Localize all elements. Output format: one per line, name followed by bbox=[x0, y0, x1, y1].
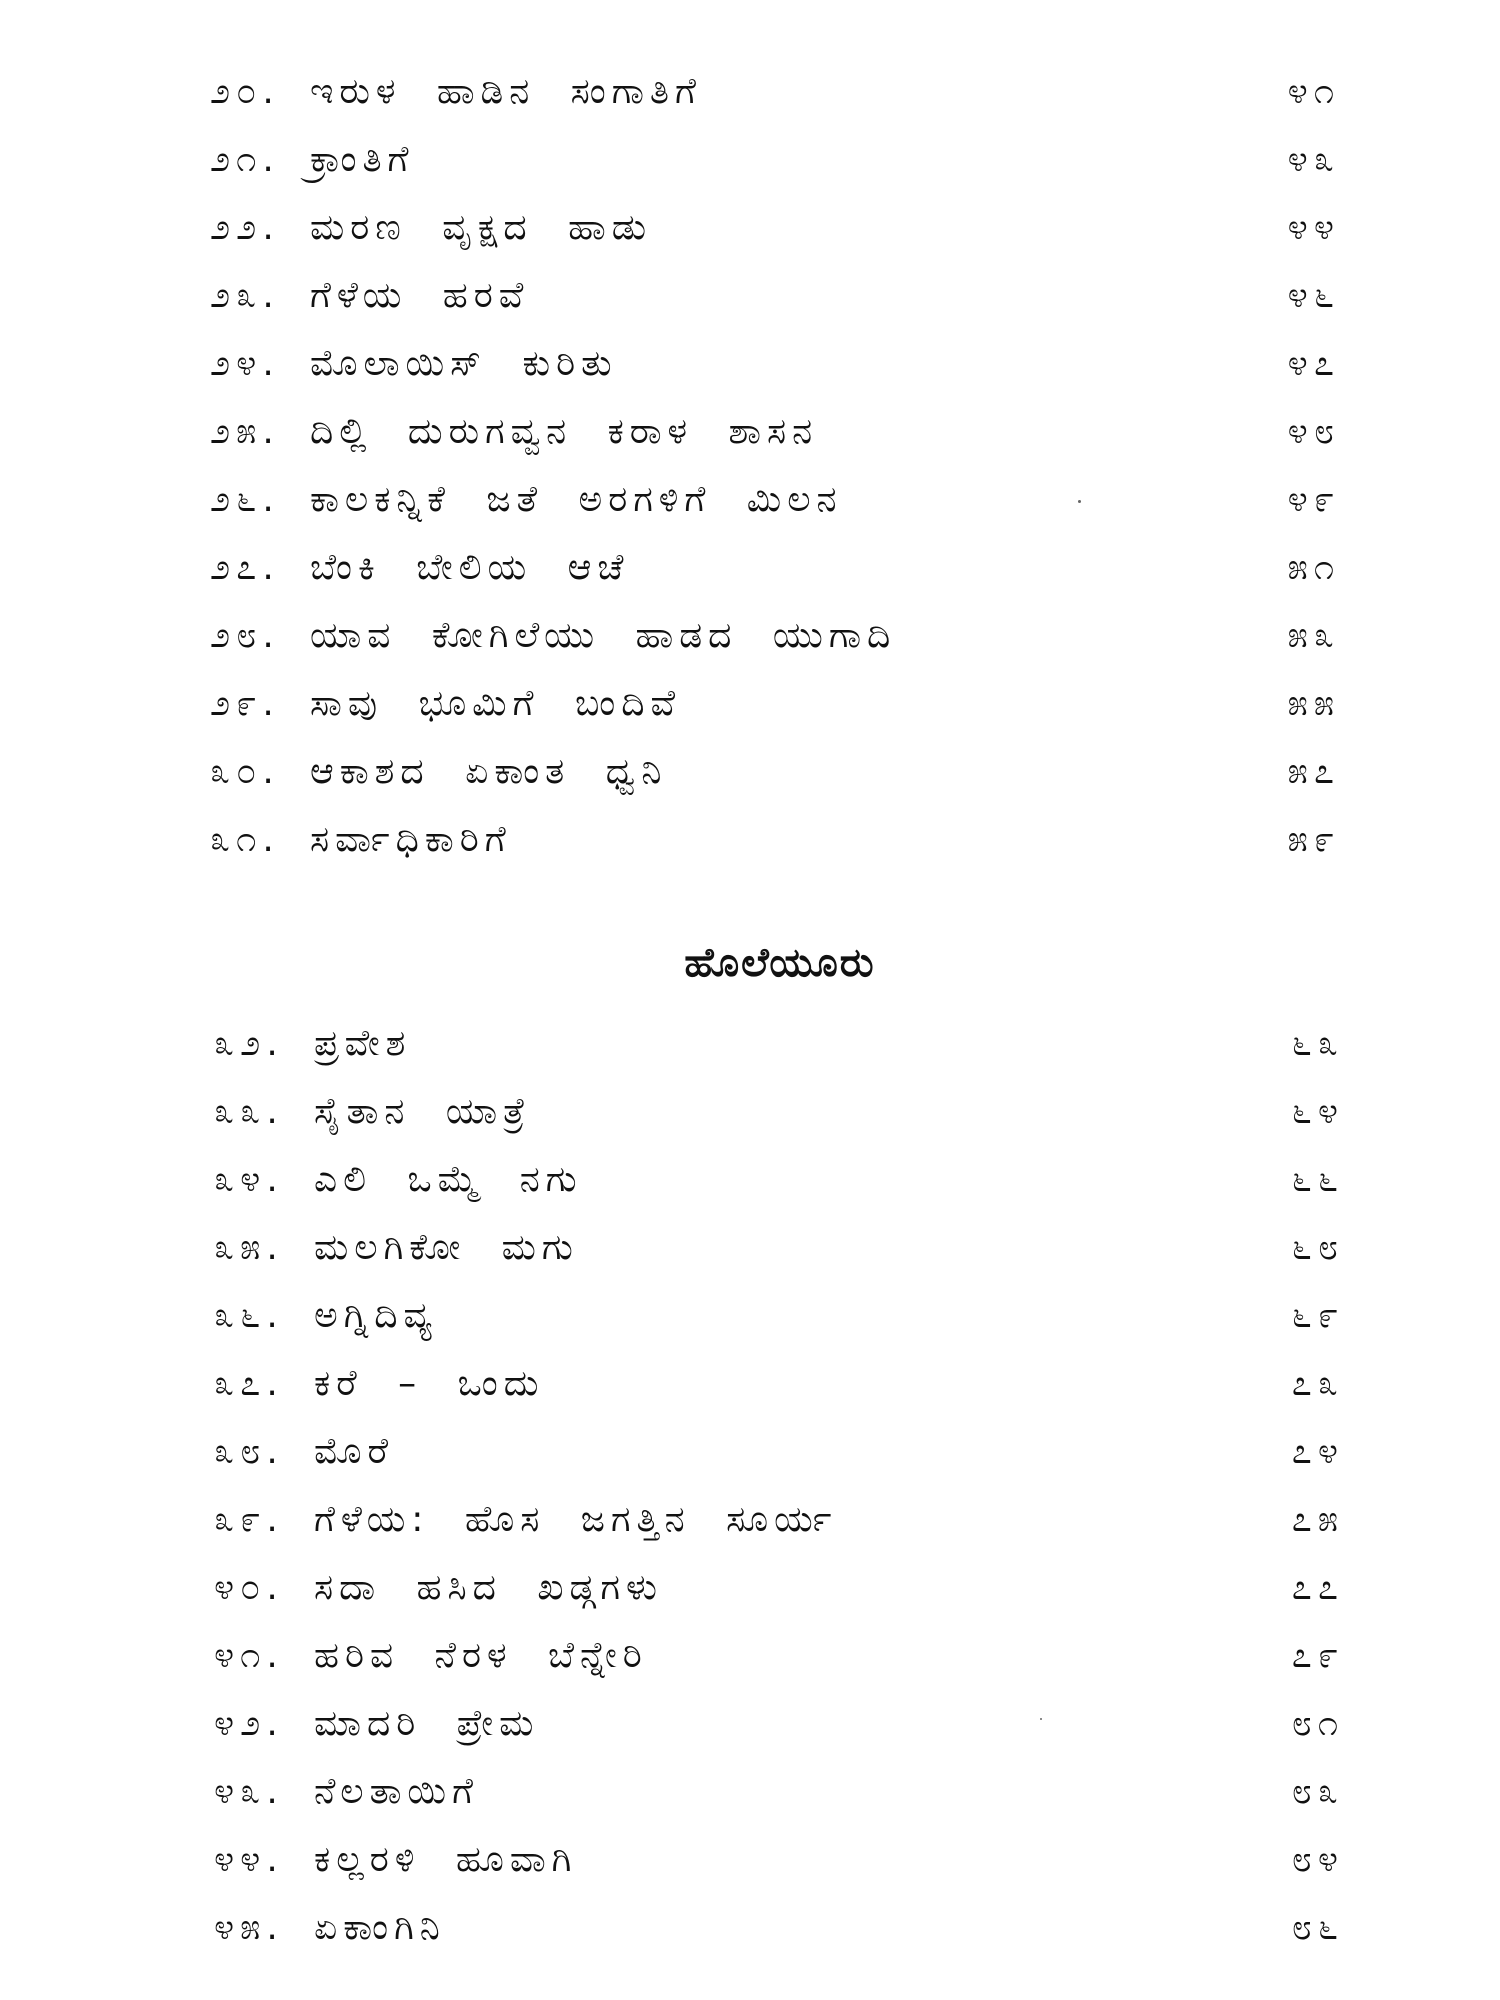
entry-page-number: ೪೧ bbox=[1287, 71, 1340, 112]
toc-entry bbox=[210, 398, 1340, 466]
entry-number: ೨೬. bbox=[210, 479, 280, 520]
toc-entry bbox=[214, 1554, 1344, 1622]
toc-entry bbox=[210, 58, 1340, 126]
entry-page-number: ೭೯ bbox=[1291, 1635, 1344, 1676]
entry-page-number: ೭೩ bbox=[1291, 1363, 1344, 1404]
entry-title: ಮೊಲಾಯಿಸ್ ಕುರಿತು bbox=[310, 343, 618, 384]
entry-title: ಆಕಾಶದ ಏಕಾಂತ ಧ್ವನಿ bbox=[310, 751, 668, 792]
entry-page-number: ೪೭ bbox=[1287, 343, 1340, 384]
entry-page-number: ೫೧ bbox=[1287, 547, 1340, 588]
toc-entry bbox=[214, 1894, 1344, 1962]
toc-entry bbox=[214, 1078, 1344, 1146]
entry-title: ಅಗ್ನಿದಿವ್ಯ bbox=[314, 1295, 438, 1336]
entry-number: ೨೯. bbox=[210, 683, 280, 724]
toc-entry bbox=[214, 1758, 1344, 1826]
entry-number: ೩೧. bbox=[210, 819, 280, 860]
entry-title: ಕಾಲಕನ್ನಿಕೆ ಜತೆ ಅರಗಳಿಗೆ ಮಿಲನ bbox=[310, 479, 843, 520]
scan-speck bbox=[1040, 1718, 1042, 1720]
entry-title: ಹರಿವ ನೆರಳ ಬೆನ್ನೇರಿ bbox=[314, 1635, 648, 1676]
entry-page-number: ೪೪ bbox=[1287, 207, 1340, 248]
entry-page-number: ೬೪ bbox=[1291, 1091, 1344, 1132]
entry-page-number: ೪೩ bbox=[1287, 139, 1340, 180]
entry-title: ಇರುಳ ಹಾಡಿನ ಸಂಗಾತಿಗೆ bbox=[310, 71, 702, 112]
toc-entry bbox=[214, 1010, 1344, 1078]
entry-title: ಸಾವು ಭೂಮಿಗೆ ಬಂದಿವೆ bbox=[310, 683, 682, 724]
entry-number: ೨೪. bbox=[210, 343, 280, 384]
entry-number: ೩೫. bbox=[214, 1227, 284, 1268]
toc-entry bbox=[214, 1418, 1344, 1486]
scan-speck bbox=[1078, 500, 1081, 503]
entry-title: ಸರ್ವಾಧಿಕಾರಿಗೆ bbox=[310, 819, 512, 860]
toc-entry bbox=[210, 738, 1340, 806]
entry-title: ದಿಲ್ಲಿ ದುರುಗವ್ವನ ಕರಾಳ ಶಾಸನ bbox=[310, 411, 819, 452]
entry-number: ೨೧. bbox=[210, 139, 280, 180]
entry-title: ಪ್ರವೇಶ bbox=[314, 1023, 412, 1064]
entry-page-number: ೮೧ bbox=[1291, 1703, 1344, 1744]
entry-page-number: ೪೯ bbox=[1287, 479, 1340, 520]
entry-title: ಸೈತಾನ ಯಾತ್ರೆ bbox=[314, 1091, 532, 1132]
toc-entry bbox=[210, 466, 1340, 534]
toc-entry bbox=[210, 602, 1340, 670]
entry-title: ಎಲಿ ಒಮ್ಮೆ ನಗು bbox=[314, 1159, 583, 1200]
entry-number: ೩೭. bbox=[214, 1363, 284, 1404]
entry-page-number: ೮೬ bbox=[1291, 1907, 1344, 1948]
entry-title: ಕಲ್ಲರಳಿ ಹೂವಾಗಿ bbox=[314, 1839, 578, 1880]
entry-title: ನೆಲತಾಯಿಗೆ bbox=[314, 1771, 480, 1812]
entry-title: ಮಾದರಿ ಪ್ರೇಮ bbox=[314, 1703, 540, 1744]
toc-entry bbox=[214, 1282, 1344, 1350]
entry-title: ಏಕಾಂಗಿನಿ bbox=[314, 1907, 446, 1948]
toc-entry bbox=[214, 1622, 1344, 1690]
entry-number: ೨೦. bbox=[210, 71, 280, 112]
entry-page-number: ೬೯ bbox=[1291, 1295, 1344, 1336]
entry-number: ೩೯. bbox=[214, 1499, 284, 1540]
toc-entry bbox=[210, 330, 1340, 398]
entry-number: ೩೩. bbox=[214, 1091, 284, 1132]
toc-list-section-2 bbox=[214, 1010, 1344, 1962]
entry-number: ೨೭. bbox=[210, 547, 280, 588]
entry-title: ಮಲಗಿಕೋ ಮಗು bbox=[314, 1227, 579, 1268]
entry-title: ಮೊರೆ bbox=[314, 1431, 395, 1472]
entry-page-number: ೫೯ bbox=[1287, 819, 1340, 860]
entry-page-number: ೫೭ bbox=[1287, 751, 1340, 792]
entry-title: ಗೆಳೆಯ: ಹೊಸ ಜಗತ್ತಿನ ಸೂರ್ಯ bbox=[314, 1499, 838, 1540]
entry-page-number: ೬೬ bbox=[1291, 1159, 1344, 1200]
entry-number: ೨೩. bbox=[210, 275, 280, 316]
entry-page-number: ೬೩ bbox=[1291, 1023, 1344, 1064]
entry-number: ೩೬. bbox=[214, 1295, 284, 1336]
toc-entry bbox=[210, 126, 1340, 194]
entry-page-number: ೮೩ bbox=[1291, 1771, 1344, 1812]
entry-title: ಗೆಳೆಯ ಹರವೆ bbox=[310, 275, 530, 316]
toc-list-section-1 bbox=[210, 58, 1340, 874]
entry-title: ಯಾವ ಕೋಗಿಲೆಯು ಹಾಡದ ಯುಗಾದಿ bbox=[310, 615, 897, 656]
toc-entry bbox=[214, 1146, 1344, 1214]
entry-number: ೩೨. bbox=[214, 1023, 284, 1064]
entry-number: ೪೧. bbox=[214, 1635, 284, 1676]
toc-entry bbox=[210, 806, 1340, 874]
toc-entry bbox=[214, 1690, 1344, 1758]
entry-number: ೨೫. bbox=[210, 411, 280, 452]
entry-number: ೪೪. bbox=[214, 1839, 284, 1880]
section-heading: ಹೊಲೆಯೂರು bbox=[684, 940, 876, 986]
entry-number: ೪೩. bbox=[214, 1771, 284, 1812]
entry-number: ೩೪. bbox=[214, 1159, 284, 1200]
toc-entry bbox=[210, 534, 1340, 602]
entry-page-number: ೭೭ bbox=[1291, 1567, 1344, 1608]
toc-entry bbox=[214, 1486, 1344, 1554]
entry-title: ಕರೆ – ಒಂದು bbox=[314, 1363, 545, 1404]
entry-title: ಸದಾ ಹಸಿದ ಖಡ್ಗಗಳು bbox=[314, 1567, 663, 1608]
entry-title: ಬೆಂಕಿ ಬೇಲಿಯ ಆಚೆ bbox=[310, 547, 630, 588]
entry-number: ೩೦. bbox=[210, 751, 280, 792]
entry-number: ೪೫. bbox=[214, 1907, 284, 1948]
entry-page-number: ೫೩ bbox=[1287, 615, 1340, 656]
toc-entry bbox=[214, 1826, 1344, 1894]
entry-page-number: ೪೮ bbox=[1287, 411, 1340, 452]
entry-number: ೪೨. bbox=[214, 1703, 284, 1744]
entry-number: ೨೮. bbox=[210, 615, 280, 656]
entry-page-number: ೫೫ bbox=[1287, 683, 1340, 724]
entry-title: ಮರಣ ವೃಕ್ಷದ ಹಾಡು bbox=[310, 207, 653, 248]
entry-number: ೪೦. bbox=[214, 1567, 284, 1608]
toc-entry bbox=[210, 262, 1340, 330]
entry-page-number: ೪೬ bbox=[1287, 275, 1340, 316]
entry-number: ೨೨. bbox=[210, 207, 280, 248]
entry-page-number: ೮೪ bbox=[1291, 1839, 1344, 1880]
entry-page-number: ೭೫ bbox=[1291, 1499, 1344, 1540]
entry-number: ೩೮. bbox=[214, 1431, 284, 1472]
toc-entry bbox=[214, 1214, 1344, 1282]
toc-entry bbox=[214, 1350, 1344, 1418]
toc-entry bbox=[210, 670, 1340, 738]
toc-entry bbox=[210, 194, 1340, 262]
entry-page-number: ೭೪ bbox=[1291, 1431, 1344, 1472]
entry-page-number: ೬೮ bbox=[1291, 1227, 1344, 1268]
entry-title: ಕ್ರಾಂತಿಗೆ bbox=[310, 139, 415, 180]
